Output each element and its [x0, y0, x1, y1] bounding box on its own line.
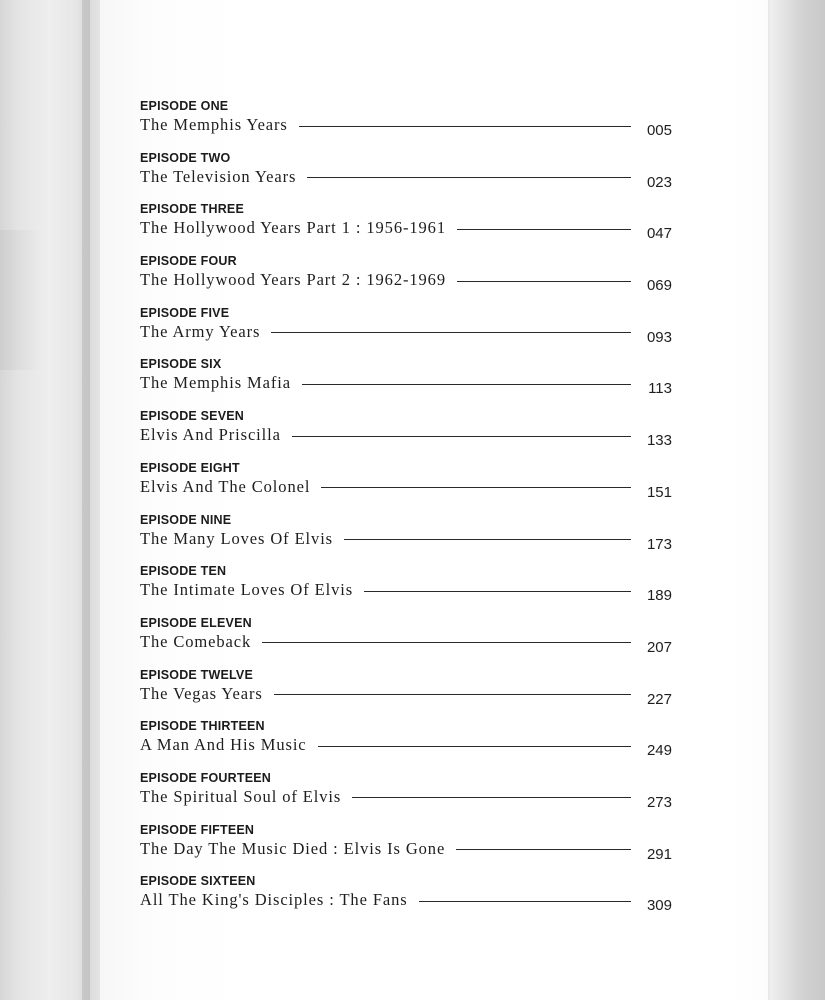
episode-title: The Comeback [140, 631, 252, 651]
toc-entry [140, 150, 672, 200]
episode-label: EPISODE SEVEN [140, 409, 245, 424]
episode-title: The Memphis Mafia [140, 373, 291, 393]
leader-line [457, 281, 631, 282]
episode-label: EPISODE THIRTEEN [140, 719, 265, 734]
toc-entry [140, 305, 672, 355]
toc-entry [140, 201, 672, 251]
episode-title: Elvis And Priscilla [140, 425, 281, 445]
page-number: 047 [646, 225, 672, 243]
toc-line [140, 166, 672, 191]
leader-line [352, 797, 631, 798]
leader-line [274, 694, 631, 695]
toc-line [140, 838, 672, 863]
page-number: 113 [648, 380, 672, 398]
toc-entry [140, 667, 672, 717]
toc-line [140, 269, 672, 295]
toc-line [140, 217, 672, 243]
episode-title: The Hollywood Years Part 1 : 1956-1961 [140, 218, 446, 238]
page-number: 133 [646, 432, 672, 450]
episode-label: EPISODE FOURTEEN [140, 770, 271, 785]
leader-line [344, 539, 631, 540]
episode-title: The Army Years [140, 321, 261, 341]
toc-line [140, 321, 672, 346]
episode-title: The Intimate Loves Of Elvis [140, 580, 354, 600]
page-number: 227 [646, 690, 672, 708]
episode-title: The Spiritual Soul of Elvis [140, 786, 342, 806]
toc-line [140, 786, 672, 811]
episode-label: EPISODE SIX [140, 357, 222, 372]
toc-entry [140, 512, 672, 562]
toc-line [140, 372, 672, 398]
leader-line [262, 642, 631, 643]
leader-line [457, 229, 631, 230]
page-number: 005 [646, 122, 672, 139]
toc-line [140, 424, 672, 450]
page-edge [768, 0, 825, 1000]
episode-title: All The King's Disciples : The Fans [140, 890, 408, 910]
left-page-ghost-print [0, 230, 40, 370]
episode-label: EPISODE SIXTEEN [140, 874, 256, 889]
episode-label: EPISODE TWELVE [140, 667, 253, 682]
left-page [0, 0, 90, 1000]
page-number: 023 [646, 173, 672, 191]
leader-line [456, 849, 631, 850]
toc-line [140, 114, 672, 139]
page-number: 273 [646, 793, 672, 811]
page-number: 173 [646, 535, 672, 553]
episode-label: EPISODE TEN [140, 564, 227, 579]
leader-line [364, 591, 631, 592]
page-number: 249 [646, 742, 672, 760]
page-number: 291 [646, 845, 672, 863]
episode-label: EPISODE TWO [140, 150, 231, 165]
episode-label: EPISODE ONE [140, 99, 229, 113]
toc-entry [140, 873, 672, 923]
toc-entry [140, 356, 672, 406]
leader-line [271, 332, 631, 333]
page-number: 309 [646, 897, 672, 915]
toc-entry [140, 253, 672, 303]
episode-title: The Day The Music Died : Elvis Is Gone [140, 838, 446, 858]
episode-label: EPISODE FOUR [140, 254, 237, 269]
toc-line [140, 631, 672, 656]
toc-entry [140, 822, 672, 872]
page-number: 151 [646, 483, 672, 501]
table-of-contents [140, 96, 672, 923]
leader-line [299, 126, 631, 127]
leader-line [307, 177, 631, 178]
toc-line [140, 734, 672, 760]
page-number: 069 [646, 277, 672, 295]
page-number: 093 [646, 328, 672, 346]
episode-label: EPISODE THREE [140, 202, 245, 217]
episode-title: The Memphis Years [140, 115, 288, 134]
toc-entry [140, 770, 672, 820]
toc-line [140, 683, 672, 708]
episode-label: EPISODE FIVE [140, 305, 230, 320]
toc-entry [140, 615, 672, 665]
leader-line [302, 384, 631, 385]
toc-line [140, 889, 672, 915]
page-number: 189 [646, 587, 672, 605]
episode-label: EPISODE ELEVEN [140, 615, 252, 630]
episode-title: The Television Years [140, 166, 297, 186]
episode-title: The Many Loves Of Elvis [140, 528, 333, 548]
toc-line [140, 579, 672, 605]
toc-entry [140, 718, 672, 768]
toc-entry [140, 460, 672, 510]
episode-label: EPISODE NINE [140, 512, 232, 527]
toc-entry [140, 408, 672, 458]
toc-line [140, 528, 672, 553]
episode-title: The Hollywood Years Part 2 : 1962-1969 [140, 270, 446, 290]
episode-label: EPISODE FIFTEEN [140, 822, 255, 837]
page-number: 207 [646, 638, 672, 656]
leader-line [292, 436, 631, 437]
toc-entry [140, 98, 672, 148]
toc-entry [140, 563, 672, 613]
episode-label: EPISODE EIGHT [140, 460, 240, 475]
leader-line [321, 487, 631, 488]
leader-line [419, 901, 631, 902]
episode-title: The Vegas Years [140, 683, 263, 703]
episode-title: A Man And His Music [140, 735, 307, 755]
toc-line [140, 476, 672, 501]
episode-title: Elvis And The Colonel [140, 476, 311, 496]
leader-line [318, 746, 631, 747]
